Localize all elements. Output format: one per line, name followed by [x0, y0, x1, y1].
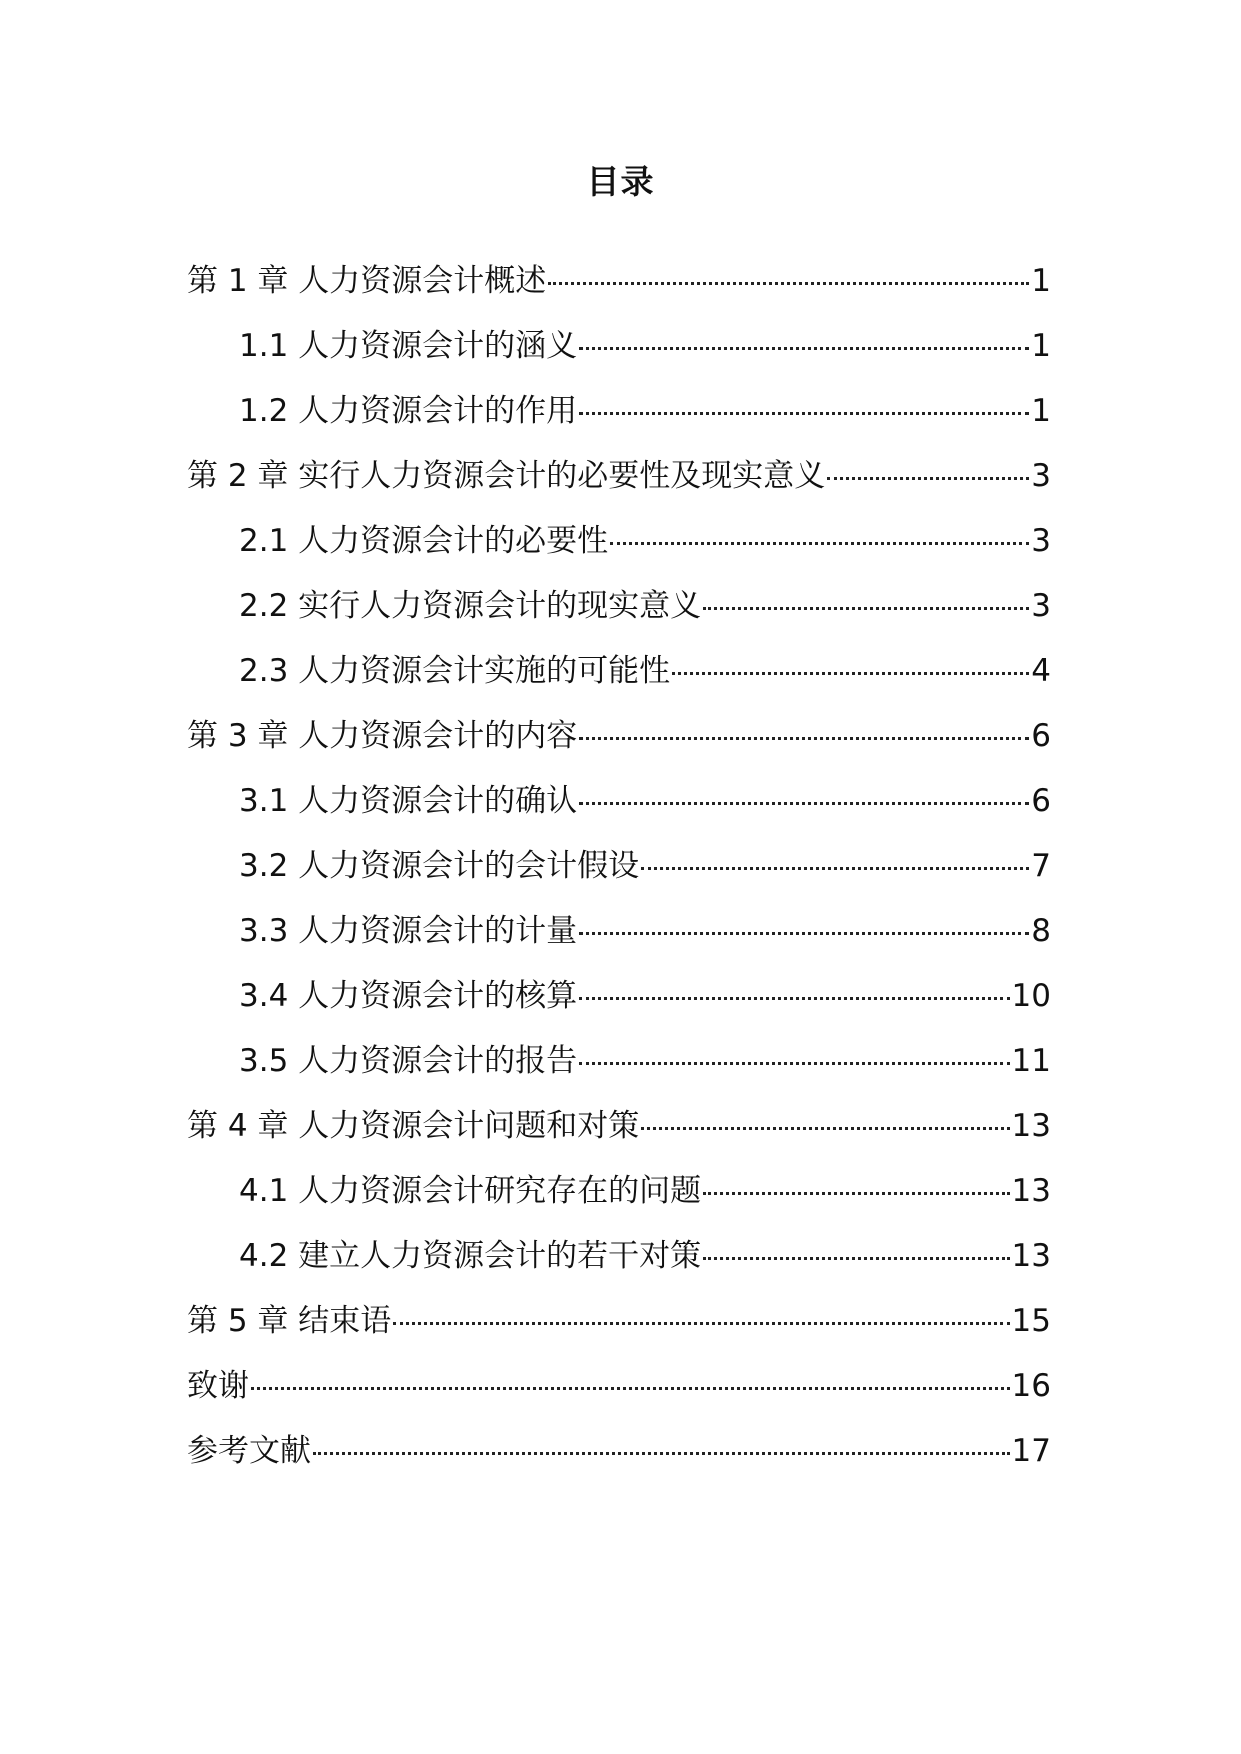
dot-leader [313, 1452, 1010, 1455]
dot-leader [703, 1257, 1009, 1260]
toc-list [187, 255, 1051, 1490]
toc-entry-page: 3 [1031, 523, 1051, 559]
toc-entry-page: 11 [1011, 1043, 1051, 1079]
toc-entry[interactable] [187, 775, 1051, 840]
dot-leader [579, 412, 1029, 415]
toc-entry-page: 16 [1011, 1368, 1051, 1404]
toc-entry[interactable] [187, 1230, 1051, 1295]
dot-leader [610, 542, 1029, 545]
toc-entry-label: 2.1 人力资源会计的必要性 [239, 523, 609, 559]
toc-entry-label: 第 4 章 人力资源会计问题和对策 [187, 1108, 640, 1144]
toc-entry-page: 1 [1031, 393, 1051, 429]
toc-entry-label: 4.1 人力资源会计研究存在的问题 [239, 1173, 702, 1209]
dot-leader [393, 1322, 1009, 1325]
toc-entry[interactable] [187, 840, 1051, 905]
toc-entry-label: 第 2 章 实行人力资源会计的必要性及现实意义 [187, 458, 826, 494]
dot-leader [641, 867, 1029, 870]
toc-entry[interactable] [187, 645, 1051, 710]
toc-entry[interactable] [187, 450, 1051, 515]
toc-entry-label: 参考文献 [187, 1433, 311, 1469]
dot-leader [827, 477, 1029, 480]
toc-entry-label: 3.1 人力资源会计的确认 [239, 783, 578, 819]
toc-entry[interactable] [187, 385, 1051, 450]
toc-entry-page: 8 [1031, 913, 1051, 949]
toc-entry[interactable] [187, 255, 1051, 320]
toc-entry-page: 13 [1011, 1238, 1051, 1274]
toc-entry-label: 第 3 章 人力资源会计的内容 [187, 718, 578, 754]
toc-entry-label: 第 5 章 结束语 [187, 1303, 392, 1339]
dot-leader [703, 1192, 1009, 1195]
toc-entry-page: 6 [1031, 783, 1051, 819]
dot-leader [251, 1387, 1010, 1390]
toc-entry-page: 6 [1031, 718, 1051, 754]
toc-entry-page: 13 [1011, 1108, 1051, 1144]
toc-entry-page: 17 [1011, 1433, 1051, 1469]
toc-entry[interactable] [187, 320, 1051, 385]
dot-leader [672, 672, 1029, 675]
toc-entry-page: 3 [1031, 588, 1051, 624]
toc-entry[interactable] [187, 580, 1051, 645]
toc-entry-page: 10 [1011, 978, 1051, 1014]
toc-entry-page: 4 [1031, 653, 1051, 689]
toc-entry[interactable] [187, 1100, 1051, 1165]
toc-title: 目录 [586, 162, 655, 201]
dot-leader [579, 737, 1029, 740]
toc-entry-page: 13 [1011, 1173, 1051, 1209]
toc-entry-page: 3 [1031, 458, 1051, 494]
toc-entry[interactable] [187, 970, 1051, 1035]
toc-entry[interactable] [187, 1035, 1051, 1100]
toc-entry[interactable] [187, 1165, 1051, 1230]
dot-leader [579, 347, 1029, 350]
toc-entry-label: 2.3 人力资源会计实施的可能性 [239, 653, 671, 689]
dot-leader [579, 932, 1029, 935]
toc-entry-label: 1.2 人力资源会计的作用 [239, 393, 578, 429]
toc-entry-label: 3.2 人力资源会计的会计假设 [239, 848, 640, 884]
toc-entry-label: 3.5 人力资源会计的报告 [239, 1043, 578, 1079]
toc-entry-label: 第 1 章 人力资源会计概述 [187, 263, 547, 299]
toc-entry[interactable] [187, 1360, 1051, 1425]
toc-entry-page: 1 [1031, 263, 1051, 299]
toc-entry[interactable] [187, 905, 1051, 970]
toc-entry-page: 15 [1011, 1303, 1051, 1339]
toc-entry[interactable] [187, 1425, 1051, 1490]
dot-leader [579, 997, 1009, 1000]
toc-entry-label: 1.1 人力资源会计的涵义 [239, 328, 578, 364]
dot-leader [579, 1062, 1009, 1065]
toc-entry-label: 致谢 [187, 1368, 249, 1404]
toc-entry-label: 3.4 人力资源会计的核算 [239, 978, 578, 1014]
toc-entry[interactable] [187, 1295, 1051, 1360]
dot-leader [641, 1127, 1009, 1130]
toc-entry[interactable] [187, 515, 1051, 580]
toc-entry-page: 1 [1031, 328, 1051, 364]
dot-leader [548, 282, 1029, 285]
dot-leader [579, 802, 1029, 805]
toc-entry[interactable] [187, 710, 1051, 775]
dot-leader [703, 607, 1029, 610]
toc-entry-label: 2.2 实行人力资源会计的现实意义 [239, 588, 702, 624]
toc-entry-label: 4.2 建立人力资源会计的若干对策 [239, 1238, 702, 1274]
toc-entry-page: 7 [1031, 848, 1051, 884]
toc-entry-label: 3.3 人力资源会计的计量 [239, 913, 578, 949]
